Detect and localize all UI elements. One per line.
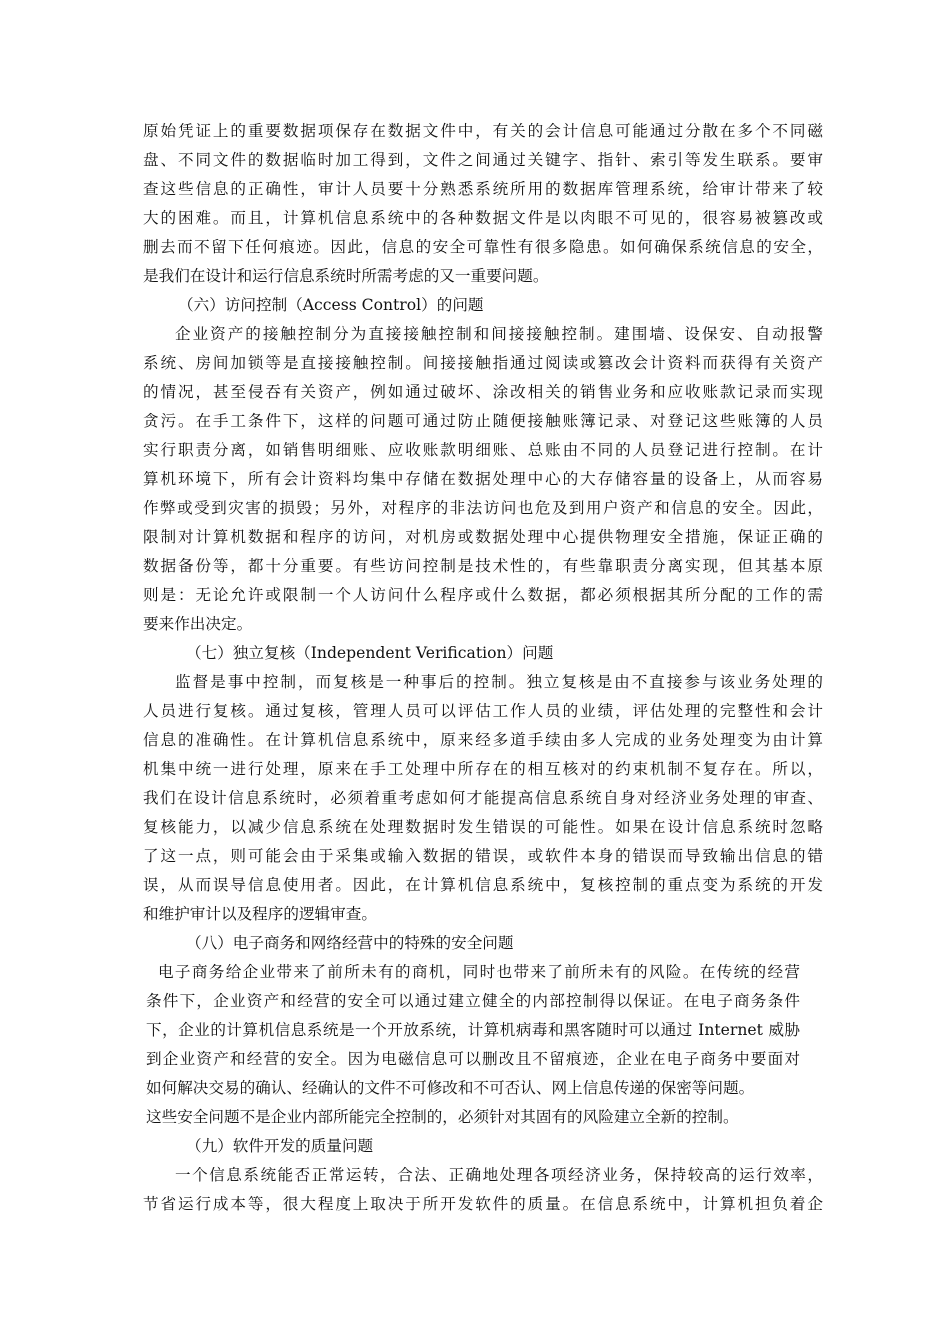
- paragraph-line: 删去而不留下任何痕迹。因此，信息的安全可靠性有很多隐患。如何确保系统信息的安全，: [143, 238, 823, 256]
- paragraph-line: 算机环境下，所有会计资料均集中存储在数据处理中心的大存储容量的设备上，从而容易: [143, 470, 823, 488]
- paragraph-line: 企业资产的接触控制分为直接接触控制和间接接触控制。建围墙、设保安、自动报警: [175, 325, 823, 343]
- paragraph-line: 和维护审计以及程序的逻辑审查。: [143, 905, 377, 923]
- paragraph-line: 的情况，甚至侵吞有关资产，例如通过破坏、涂改相关的销售业务和应收账款记录而实现: [143, 383, 823, 401]
- paragraph-line: 贪污。在手工条件下，这样的问题可通过防止随便接触账簿记录、对登记这些账簿的人员: [143, 412, 823, 430]
- paragraph-line: 如何解决交易的确认、经确认的文件不可修改和不可否认、网上信息传递的保密等问题。: [146, 1079, 755, 1097]
- paragraph-line: 人员进行复核。通过复核，管理人员可以评估工作人员的业绩，评估处理的完整性和会计: [143, 702, 823, 720]
- paragraph-line: 到企业资产和经营的安全。因为电磁信息可以删改且不留痕迹，企业在电子商务中要面对: [146, 1050, 800, 1068]
- paragraph-line: 一个信息系统能否正常运转，合法、正确地处理各项经济业务，保持较高的运行效率，: [175, 1166, 823, 1184]
- paragraph-line: 条件下，企业资产和经营的安全可以通过建立健全的内部控制得以保证。在电子商务条件: [146, 992, 800, 1010]
- section-heading: （六）访问控制（Access Control）的问题: [178, 296, 484, 314]
- paragraph-line: 作弊或受到灾害的损毁；另外，对程序的非法访问也危及到用户资产和信息的安全。因此，: [143, 499, 823, 517]
- paragraph-line: 复核能力，以减少信息系统在处理数据时发生错误的可能性。如果在设计信息系统时忽略: [143, 818, 823, 836]
- paragraph-line: 误，从而误导信息使用者。因此，在计算机信息系统中，复核控制的重点变为系统的开发: [143, 876, 823, 894]
- paragraph-line: 了这一点，则可能会由于采集或输入数据的错误，或软件本身的错误而导致输出信息的错: [143, 847, 823, 865]
- paragraph-line: 限制对计算机数据和程序的访问，对机房或数据处理中心提供物理安全措施，保证正确的: [143, 528, 823, 546]
- paragraph-line: 查这些信息的正确性，审计人员要十分熟悉系统所用的数据库管理系统，给审计带来了较: [143, 180, 823, 198]
- paragraph-line: 下，企业的计算机信息系统是一个开放系统，计算机病毒和黑客随时可以通过 Internet 威胁: [146, 1021, 800, 1039]
- paragraph-line: 电子商务给企业带来了前所未有的商机，同时也带来了前所未有的风险。在传统的经营: [158, 963, 800, 981]
- paragraph-line: 原始凭证上的重要数据项保存在数据文件中，有关的会计信息可能通过分散在多个不同磁: [143, 122, 823, 140]
- paragraph-line: 盘、不同文件的数据临时加工得到，文件之间通过关键字、指针、索引等发生联系。要审: [143, 151, 823, 169]
- paragraph-line: 要来作出决定。: [143, 615, 253, 633]
- paragraph-line: 是我们在设计和运行信息系统时所需考虑的又一重要问题。: [143, 267, 549, 285]
- paragraph-line: 系统、房间加锁等是直接接触控制。间接接触指通过阅读或篡改会计资料而获得有关资产: [143, 354, 823, 372]
- paragraph-line: 信息的准确性。在计算机信息系统中，原来经多道手续由多人完成的业务处理变为由计算: [143, 731, 823, 749]
- paragraph-line: 则是：无论允许或限制一个人访问什么程序或什么数据，都必须根据其所分配的工作的需: [143, 586, 823, 604]
- paragraph-line: 我们在设计信息系统时，必须着重考虑如何才能提高信息系统自身对经济业务处理的审查、: [143, 789, 823, 807]
- paragraph-line: 机集中统一进行处理，原来在手工处理中所存在的相互核对的约束机制不复存在。所以，: [143, 760, 823, 778]
- paragraph-line: 实行职责分离，如销售明细账、应收账款明细账、总账由不同的人员登记进行控制。在计: [143, 441, 823, 459]
- paragraph-line: 监督是事中控制，而复核是一种事后的控制。独立复核是由不直接参与该业务处理的: [175, 673, 823, 691]
- paragraph-line: 数据备份等，都十分重要。有些访问控制是技术性的，有些靠职责分离实现，但其基本原: [143, 557, 823, 575]
- section-heading: （七）独立复核（Independent Verification）问题: [186, 644, 554, 662]
- section-heading: （九）软件开发的质量问题: [186, 1137, 374, 1155]
- paragraph-line: 这些安全问题不是企业内部所能完全控制的，必须针对其固有的风险建立全新的控制。: [146, 1108, 739, 1126]
- section-heading: （八）电子商务和网络经营中的特殊的安全问题: [186, 934, 514, 952]
- paragraph-line: 节省运行成本等，很大程度上取决于所开发软件的质量。在信息系统中，计算机担负着企: [143, 1195, 823, 1213]
- paragraph-line: 大的困难。而且，计算机信息系统中的各种数据文件是以肉眼不可见的，很容易被篡改或: [143, 209, 823, 227]
